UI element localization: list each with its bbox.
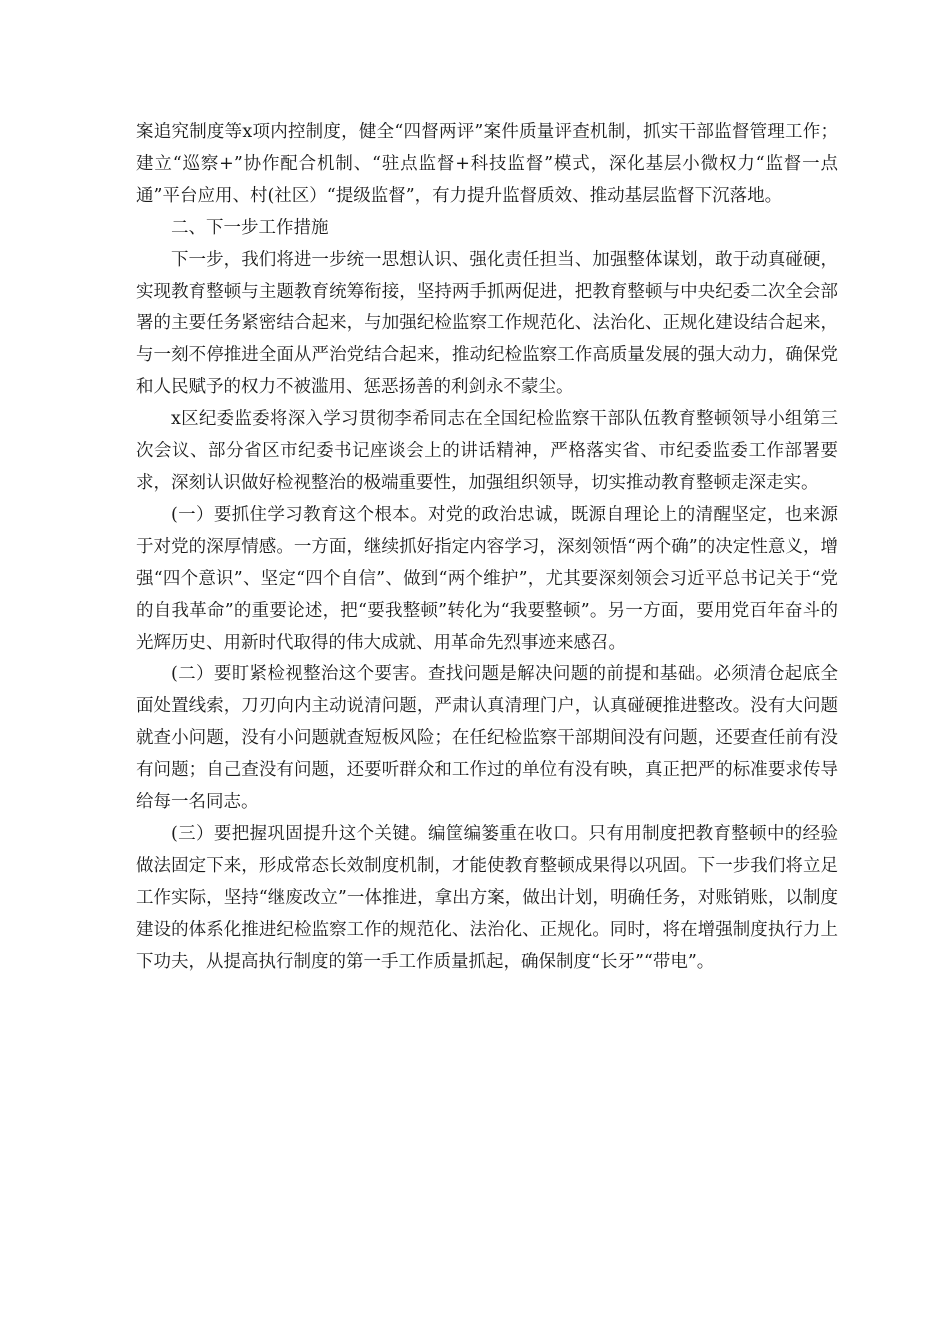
paragraph-continuation: 案追究制度等x项内控制度，健全“四督两评”案件质量评查机制，抓实干部监督管理工作；建立“巡察+”协作配合机制、“驻点监督+科技监督”模式，深化基层小微权力“监督一点通”平台应用、村(社区）“提级监督”，有力提升监督质效、推动基层监督下沉落地。 bbox=[136, 122, 838, 206]
paragraph-point-two: (二）要盯紧检视整治这个要害。查找问题是解决问题的前提和基础。必须清仓起底全面处置线索，刀刃向内主动说清问题，严肃认真清理门户，认真碰硬推进整改。没有大问题就查小问题，没有小问题就查短板风险；在任纪检监察干部期间没有问题，还要查任前有没有问题；自己查没有问题，还要听群众和工作过的单位有没有映，真正把严的标准要求传导给每一名同志。 bbox=[136, 664, 838, 813]
paragraph-point-three: (三）要把握巩固提升这个关键。编筐编篓重在收口。只有用制度把教育整顿中的经验做法固定下来，形成常态长效制度机制，才能使教育整顿成果得以巩固。下一步我们将立足工作实际，坚持“继废改立”一体推进，拿出方案，做出计划，明确任务，对账销账，以制度建设的体系化推进纪检监察工作的规范化、法治化、正规化。同时，将在增强制度执行力上下功夫，从提高执行制度的第一手工作质量抓起，确保制度“长牙”“带电”。 bbox=[136, 823, 838, 972]
section-heading-next-steps: 二、下一步工作措施 bbox=[171, 217, 329, 238]
document-page bbox=[136, 117, 838, 978]
paragraph-point-one: (一）要抓住学习教育这个根本。对党的政治忠诚，既源自理论上的清醒坚定，也来源于对党的深厚情感。一方面，继续抓好指定内容学习，深刻领悟“两个确”的决定性意义，增强“四个意识”、坚定“四个自信”、做到“两个维护”，尤其要深刻领会习近平总书记关于“党的自我革命”的重要论述，把“要我整顿”转化为“我要整顿”。另一方面，要用党百年奋斗的光辉历史、用新时代取得的伟大成就、用革命先烈事迹来感召。 bbox=[136, 504, 838, 653]
paragraph-next-step-intro: 下一步，我们将进一步统一思想认识、强化责任担当、加强整体谋划，敢于动真碰硬，实现教育整顿与主题教育统筹衔接，坚持两手抓两促进，把教育整顿与中央纪委二次全会部署的主要任务紧密结合起来，与加强纪检监察工作规范化、法治化、正规化建设结合起来，与一刻不停推进全面从严治党结合起来，推动纪检监察工作高质量发展的强大动力，确保党和人民赋予的权力不被滥用、惩恶扬善的利剑永不蒙尘。 bbox=[136, 249, 838, 398]
paragraph-district-commission: x区纪委监委将深入学习贯彻李希同志在全国纪检监察干部队伍教育整顿领导小组第三次会议、部分省区市纪委书记座谈会上的讲话精神，严格落实省、市纪委监委工作部署要求，深刻认识做好检视整治的极端重要性，加强组织领导，切实推动教育整顿走深走实。 bbox=[136, 409, 838, 493]
